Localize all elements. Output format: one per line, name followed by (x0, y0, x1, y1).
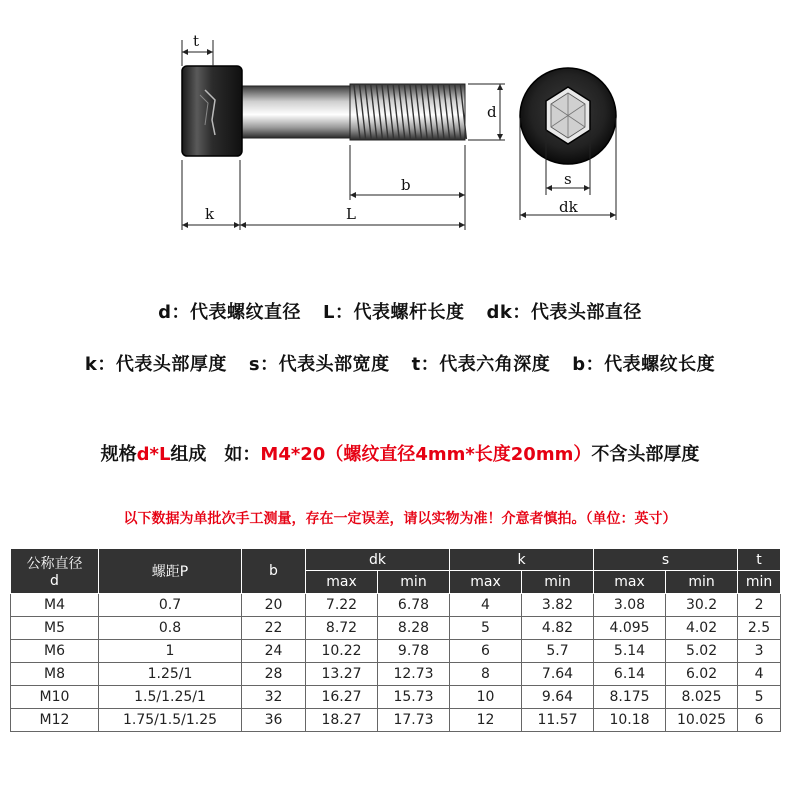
table-row (11, 663, 781, 686)
cell-b: 36 (242, 709, 306, 732)
cell-b: 20 (242, 594, 306, 617)
cell-b: 28 (242, 663, 306, 686)
cell-pitch: 1.75/1.5/1.25 (99, 709, 242, 732)
cell-s-min: 8.025 (666, 686, 738, 709)
cell-dk-min: 12.73 (378, 663, 450, 686)
table-row (11, 686, 781, 709)
label-b: b (401, 176, 411, 194)
cell-size: M6 (11, 640, 99, 663)
label-t: t (193, 32, 200, 50)
legend-text-d: 代表螺纹直径 (190, 302, 302, 323)
header-k-min: min (522, 571, 594, 594)
header-k: k (450, 549, 594, 571)
cell-size: M4 (11, 594, 99, 617)
cell-pitch: 0.7 (99, 594, 242, 617)
cell-t-min: 3 (738, 640, 781, 663)
header-dk: dk (306, 549, 450, 571)
cell-k-min: 5.7 (522, 640, 594, 663)
cell-s-min: 10.025 (666, 709, 738, 732)
cell-dk-min: 15.73 (378, 686, 450, 709)
cell-t-min: 6 (738, 709, 781, 732)
cell-t-min: 2.5 (738, 617, 781, 640)
measurement-note: 以下数据为单批次手工测量，存在一定误差，请以实物为准！介意者慎拍。（单位：英寸） (123, 511, 677, 527)
table-row (11, 617, 781, 640)
spec-line (0, 440, 800, 466)
cell-dk-min: 17.73 (378, 709, 450, 732)
cell-dk-max: 10.22 (306, 640, 378, 663)
cell-dk-max: 13.27 (306, 663, 378, 686)
cell-dk-min: 8.28 (378, 617, 450, 640)
table-row (11, 709, 781, 732)
legend-key-dk: dk (486, 302, 513, 323)
cell-k-min: 3.82 (522, 594, 594, 617)
cell-dk-max: 7.22 (306, 594, 378, 617)
legend-text-b: 代表螺纹长度 (604, 354, 716, 375)
cell-dk-min: 6.78 (378, 594, 450, 617)
spec-prefix: 规格 (100, 444, 137, 465)
label-dk: dk (559, 198, 578, 216)
cell-b: 24 (242, 640, 306, 663)
cell-s-max: 3.08 (594, 594, 666, 617)
cell-dk-max: 8.72 (306, 617, 378, 640)
cell-s-min: 6.02 (666, 663, 738, 686)
header-s-min: min (666, 571, 738, 594)
screw-shank (238, 86, 350, 138)
cell-k-min: 4.82 (522, 617, 594, 640)
cell-k-min: 9.64 (522, 686, 594, 709)
header-t: t (738, 549, 781, 571)
cell-dk-max: 18.27 (306, 709, 378, 732)
legend-text-L: 代表螺杆长度 (353, 302, 465, 323)
screw-diagram (0, 0, 800, 250)
cell-dk-min: 9.78 (378, 640, 450, 663)
table-row (11, 640, 781, 663)
cell-k-min: 7.64 (522, 663, 594, 686)
header-s-max: max (594, 571, 666, 594)
label-k: k (205, 205, 215, 223)
cell-dk-max: 16.27 (306, 686, 378, 709)
legend-line-2: k：代表头部厚度 s：代表头部宽度 t：代表六角深度 b：代表螺纹长度 (84, 354, 716, 375)
legend-text-t: 代表六角深度 (439, 354, 551, 375)
spec-table (10, 548, 781, 732)
cell-size: M5 (11, 617, 99, 640)
label-s: s (564, 170, 572, 188)
cell-k-max: 5 (450, 617, 522, 640)
cell-k-min: 11.57 (522, 709, 594, 732)
table-row (11, 594, 781, 617)
cell-k-max: 8 (450, 663, 522, 686)
legend-key-L: L (323, 302, 335, 323)
legend-key-d: d (158, 302, 172, 323)
cell-s-min: 30.2 (666, 594, 738, 617)
header-b: b (242, 549, 306, 594)
cell-s-min: 5.02 (666, 640, 738, 663)
cell-s-max: 4.095 (594, 617, 666, 640)
cell-b: 32 (242, 686, 306, 709)
cell-k-max: 10 (450, 686, 522, 709)
cell-k-max: 4 (450, 594, 522, 617)
cell-s-min: 4.02 (666, 617, 738, 640)
legend-text-k: 代表头部厚度 (115, 354, 227, 375)
legend-text-dk: 代表头部直径 (530, 302, 642, 323)
screw-head (182, 66, 242, 156)
cell-s-max: 10.18 (594, 709, 666, 732)
cell-size: M12 (11, 709, 99, 732)
legend-line-1: d：代表螺纹直径 L：代表螺杆长度 dk：代表头部直径 (158, 302, 642, 323)
legend-text-s: 代表头部宽度 (278, 354, 390, 375)
header-t-min: min (738, 571, 781, 594)
cell-pitch: 0.8 (99, 617, 242, 640)
header-dk-max: max (306, 571, 378, 594)
cell-k-max: 6 (450, 640, 522, 663)
header-nominal-diameter: 公称直径 d (11, 549, 99, 594)
label-L: L (346, 205, 356, 223)
spec-formula: d*L (136, 444, 171, 465)
cell-s-max: 6.14 (594, 663, 666, 686)
cell-pitch: 1.5/1.25/1 (99, 686, 242, 709)
cell-s-max: 5.14 (594, 640, 666, 663)
cell-size: M10 (11, 686, 99, 709)
header-k-max: max (450, 571, 522, 594)
cell-b: 22 (242, 617, 306, 640)
label-d: d (487, 103, 497, 121)
spec-example: M4*20（螺纹直径4mm*长度20mm） (260, 444, 592, 465)
header-dk-min: min (378, 571, 450, 594)
cell-k-max: 12 (450, 709, 522, 732)
legend-key-t: t (411, 354, 421, 375)
legend-key-k: k (84, 354, 98, 375)
cell-t-min: 4 (738, 663, 781, 686)
spec-suffix: 不含头部厚度 (591, 444, 700, 465)
cell-size: M8 (11, 663, 99, 686)
cell-s-max: 8.175 (594, 686, 666, 709)
header-s: s (594, 549, 738, 571)
cell-pitch: 1 (99, 640, 242, 663)
legend-key-b: b (572, 354, 586, 375)
header-pitch: 螺距P (99, 549, 242, 594)
spec-middle: 组成 如： (170, 444, 261, 465)
legend-key-s: s (248, 354, 261, 375)
cell-t-min: 2 (738, 594, 781, 617)
cell-t-min: 5 (738, 686, 781, 709)
cell-pitch: 1.25/1 (99, 663, 242, 686)
